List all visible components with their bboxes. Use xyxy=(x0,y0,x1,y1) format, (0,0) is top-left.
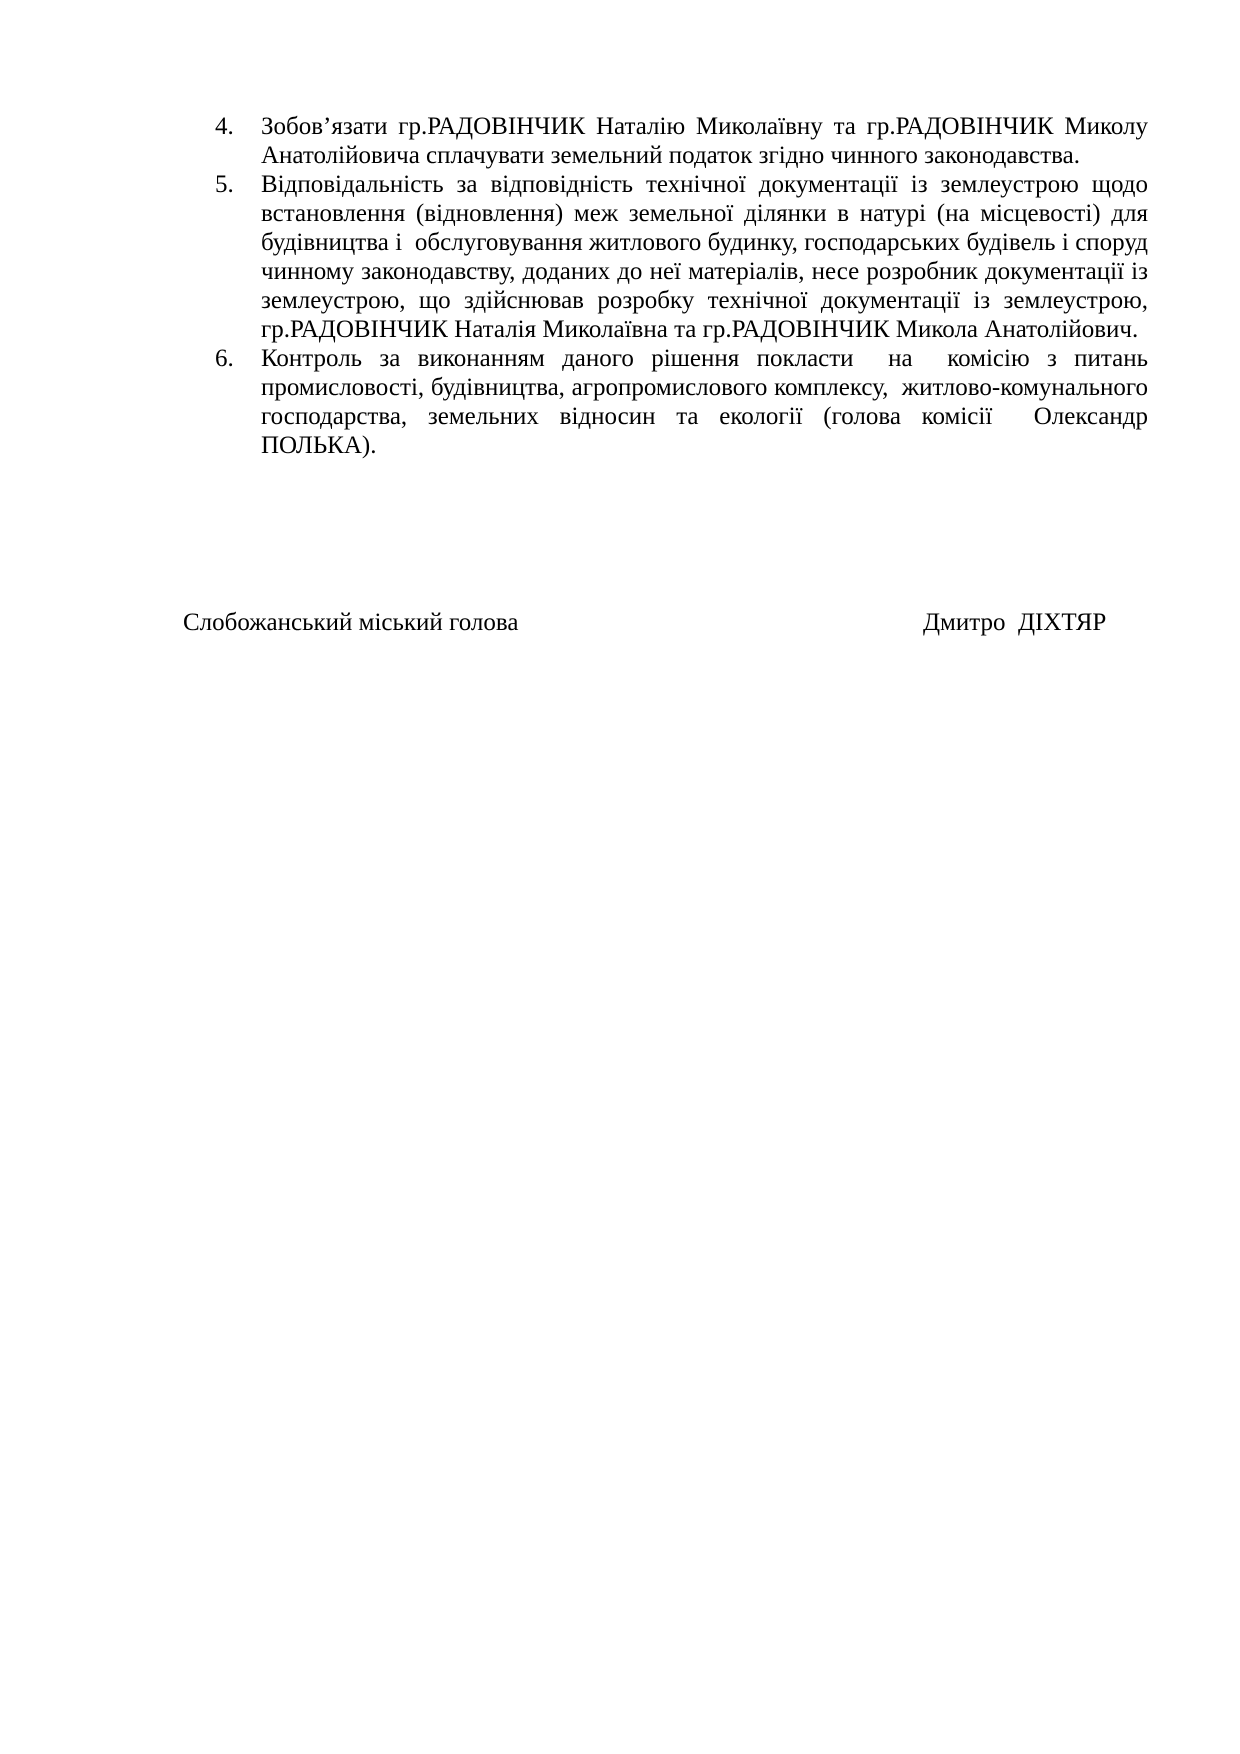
text-line: Зобов’язати гр.РАДОВІНЧИК Наталію Миколаївну та гр.РАДОВІНЧИК Миколу xyxy=(261,113,1148,140)
text-line: встановлення (відновлення) меж земельної ділянки в натурі (на місцевості) для xyxy=(261,200,1148,227)
signature-name: Дмитро ДІХТЯР xyxy=(923,609,1107,636)
item-text xyxy=(261,170,1148,344)
list-item-6 xyxy=(215,344,1148,459)
signature-title: Слобожанський міський голова xyxy=(183,609,519,636)
item-number: 5. xyxy=(215,171,234,198)
text-line: Анатолійовича сплачувати земельний податок згідно чинного законодавства. xyxy=(261,142,1080,169)
item-number: 6. xyxy=(215,345,234,372)
text-line: Контроль за виконанням даного рішення покласти на комісію з питань xyxy=(261,345,1148,372)
list-item-4 xyxy=(215,112,1148,170)
item-number: 4. xyxy=(215,113,234,140)
resolution-list xyxy=(215,112,1148,459)
text-line: чинному законодавству, доданих до неї матеріалів, несе розробник документації із xyxy=(261,258,1148,285)
text-line: Відповідальність за відповідність технічної документації із землеустрою щодо xyxy=(261,171,1148,198)
text-line: будівництва і обслуговування житлового будинку, господарських будівель і споруд xyxy=(261,229,1148,256)
signature-row xyxy=(183,608,1148,637)
text-line: землеустрою, що здійснював розробку технічної документації із землеустрою, xyxy=(261,287,1148,314)
text-line: гр.РАДОВІНЧИК Наталія Миколаївна та гр.РАДОВІНЧИК Микола Анатолійович. xyxy=(261,316,1139,343)
item-text xyxy=(261,112,1148,170)
list-item-5 xyxy=(215,170,1148,344)
text-line: господарства, земельних відносин та екології (голова комісії Олександр ПОЛЬКА). xyxy=(261,403,1148,459)
text-line: промисловості, будівництва, агропромислового комплексу, житлово-комунального xyxy=(261,374,1148,401)
item-text xyxy=(261,344,1148,459)
